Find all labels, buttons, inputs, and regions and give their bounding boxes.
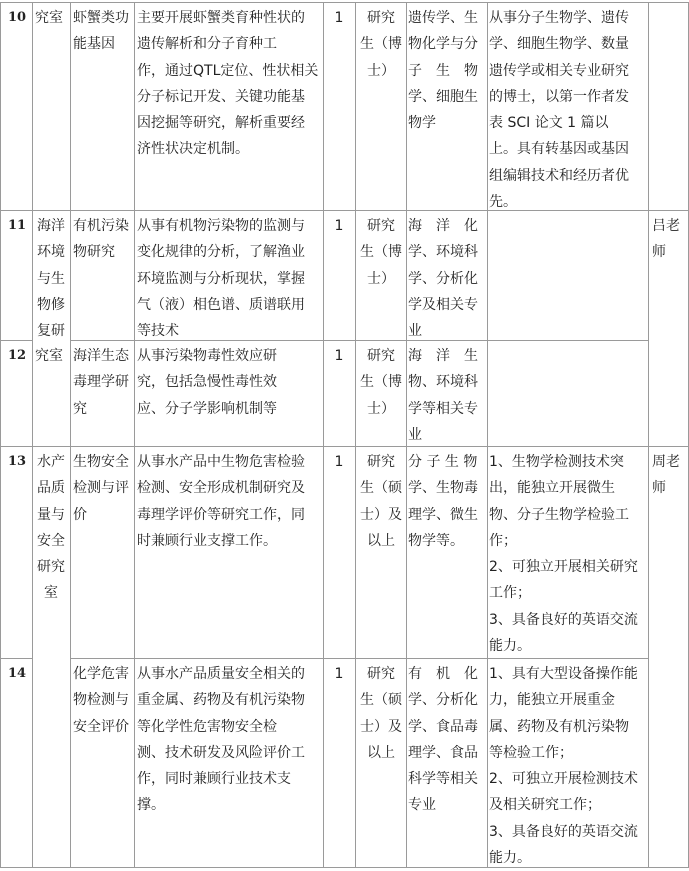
requirements-cell: 1、具有大型设备操作能 力，能独立开展重金 属、药物及有机污染物 等检验工作； 2、可独立开展检测技术 及相关研究工作； 3、具备良好的英语交流 能力。	[489, 666, 638, 867]
research-direction-cell: 有机污染 物研究	[73, 218, 129, 261]
major-cell: 遗传学、生 物化学与分 子 生 物 学、细胞生 物学	[408, 10, 478, 132]
headcount-cell: 1	[334, 454, 344, 470]
duties-cell: 主要开展虾蟹类育种性状的 遗传解析和分子育种工 作，通过QTL定位、性状相关 分子标记开发、关键功能基 因挖掘等研究，解析重要经 济性状决定机制。	[137, 10, 319, 158]
duties-cell: 从事有机物污染物的监测与 变化规律的分析，了解渔业 环境监测与分析现状，掌握 气（液）相色谱、质谱联用 等技术	[137, 218, 305, 340]
row-number: 10	[8, 10, 27, 25]
major-cell: 分 子 生 物 学、生物毒 理学、微生 物学等。	[408, 454, 478, 549]
headcount-cell: 1	[334, 10, 344, 26]
contact-cell: 周老 师	[652, 454, 680, 497]
row-number: 14	[8, 666, 27, 681]
row-number: 13	[8, 454, 27, 469]
headcount-cell: 1	[334, 348, 344, 364]
department-cell: 究室	[35, 10, 63, 26]
department-cell: 究室	[35, 348, 63, 364]
degree-cell: 研究 生（博 士）	[360, 348, 402, 417]
requirements-cell: 从事分子生物学、遗传 学、细胞生物学、数量 遗传学或相关专业研究 的博士，以第一作者发 表 SCI 论文 1 篇以 上。具有转基因或基因 组编辑技术和经历者优 先。	[489, 10, 629, 211]
duties-cell: 从事水产品质量安全相关的 重金属、药物及有机污染物 等化学性危害物安全检 测、技术研发及风险评价工 作，同时兼顾行业技术支 撑。	[137, 666, 305, 814]
degree-cell: 研究 生（博 士）	[360, 218, 402, 287]
duties-cell: 从事污染物毒性效应研 究，包括急慢性毒性效 应、分子学影响机制等	[137, 348, 277, 417]
research-direction-cell: 生物安全 检测与评 价	[73, 454, 129, 523]
headcount-cell: 1	[334, 666, 344, 682]
degree-cell: 研究 生（硕 士）及 以上	[360, 666, 402, 761]
research-direction-cell: 虾蟹类功 能基因	[73, 10, 129, 53]
research-direction-cell: 化学危害 物检测与 安全评价	[73, 666, 129, 735]
contact-cell: 吕老 师	[652, 218, 680, 261]
row-number: 12	[8, 348, 27, 363]
degree-cell: 研究 生（博 士）	[360, 10, 402, 79]
major-cell: 海 洋 化 学、环境科 学、分析化 学及相关专 业	[408, 218, 478, 340]
major-cell: 有 机 化 学、分析化 学、食品毒 理学、食品 科学等相关 专业	[408, 666, 478, 814]
requirements-cell: 1、生物学检测技术突 出，能独立开展微生 物、分子生物学检验工 作； 2、可独立开展相关研究 工作； 3、具备良好的英语交流 能力。	[489, 454, 638, 655]
degree-cell: 研究 生（硕 士）及 以上	[360, 454, 402, 549]
row-number: 11	[8, 218, 27, 233]
department-cell: 水产 品质 量与 安全 研究 室	[37, 454, 65, 602]
duties-cell: 从事水产品中生物危害检验 检测、安全形成机制研究及 毒理学评价等研究工作，同 时兼顾行业支撑工作。	[137, 454, 305, 549]
research-direction-cell: 海洋生态 毒理学研 究	[73, 348, 129, 417]
department-cell: 海洋 环境 与生 物修 复研	[37, 218, 65, 340]
major-cell: 海 洋 生 物、环境科 学等相关专 业	[408, 348, 478, 443]
headcount-cell: 1	[334, 218, 344, 234]
